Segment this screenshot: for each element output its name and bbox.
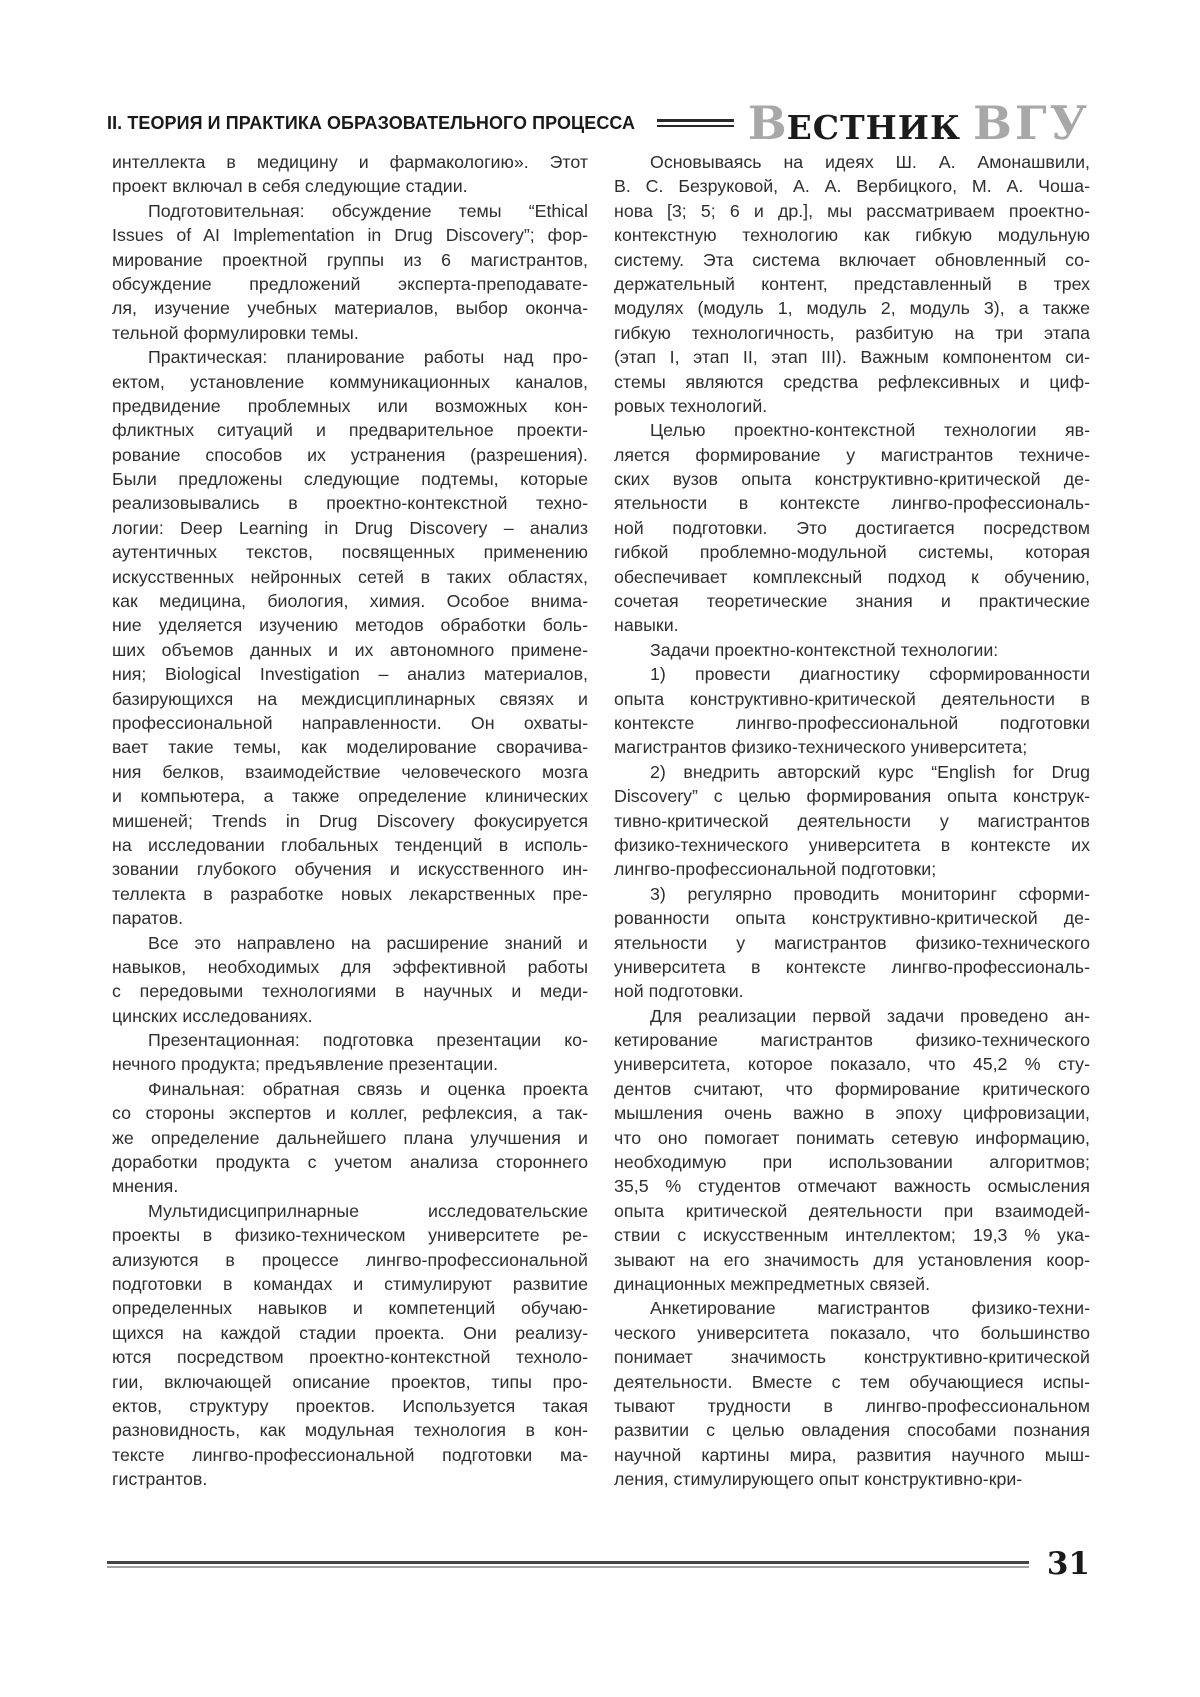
text-line: тельной формулировки темы. <box>112 322 359 343</box>
text-line: университета, которое показало, что 45,2 % сту- <box>614 1054 1090 1075</box>
text-line: опыта конструктивно-критической деятельности в <box>614 688 1090 709</box>
text-line: определенных навыков и компетенций обучаю- <box>112 1298 588 1319</box>
text-line: что оно помогает понимать сетевую информацию, <box>614 1127 1090 1148</box>
text-line: Практическая: планирование работы над про- <box>148 347 588 368</box>
paragraph <box>112 199 588 345</box>
text-line: искусственных нейронных сетей в таких областях, <box>112 566 588 587</box>
text-line: зывают на его значимость для установления коор- <box>614 1249 1090 1270</box>
paragraph <box>614 1004 1090 1297</box>
text-line: физико-технического университета в контексте их <box>614 834 1090 855</box>
article-body <box>112 150 1090 1491</box>
text-line: ляется формирование у магистрантов техниче- <box>614 444 1090 465</box>
text-line: гибкую технологичность, разбитую на три этапа <box>614 322 1090 343</box>
paragraph <box>614 638 1090 662</box>
text-line: сочетая теоретические знания и практические <box>614 591 1090 612</box>
text-line: кетирование магистрантов физико-технического <box>614 1030 1090 1051</box>
text-line: Презентационная: подготовка презентации ко- <box>148 1030 588 1051</box>
journal-logo <box>747 96 1090 150</box>
text-line: рованности опыта конструктивно-критической де- <box>614 908 1090 929</box>
text-line: теллекта в разработке новых лекарственных пре- <box>112 883 588 904</box>
text-line: профессиональной направленности. Он охваты- <box>112 712 588 733</box>
paragraph <box>112 1199 588 1492</box>
text-line: контексте лингво-профессиональной подготовки <box>614 712 1090 733</box>
paragraph <box>112 345 588 930</box>
text-line: ния; Biological Investigation – анализ материалов, <box>112 664 588 685</box>
text-line: ной подготовки. Это достигается посредством <box>614 517 1090 538</box>
text-line: тексте лингво-профессиональной подготовки ма- <box>112 1444 588 1465</box>
text-line: ля, изучение учебных материалов, выбор оконча- <box>112 298 588 319</box>
text-line: деятельности. Вместе с тем обучающиеся испы- <box>614 1371 1090 1392</box>
section-title: II. ТЕОРИЯ И ПРАКТИКА ОБРАЗОВАТЕЛЬНОГО ПРОЦЕССА <box>107 112 636 133</box>
text-line: нова [3; 5; 6 и др.], мы рассматриваем проектно- <box>614 200 1090 221</box>
logo-initial-letter: В <box>747 96 787 150</box>
paragraph <box>112 1077 588 1199</box>
text-line: же определение дальнейшего плана улучшения и <box>112 1127 588 1148</box>
text-line: Discovery” с целью формирования опыта конструк- <box>614 786 1090 807</box>
logo-university-abbr: ВГУ <box>973 96 1090 150</box>
text-line: зовании глубокого обучения и искусственного ин- <box>112 859 588 880</box>
page-header <box>107 96 1090 150</box>
text-line: контекстную технологию как гибкую модульную <box>614 225 1090 246</box>
text-line: необходимую при использовании алгоритмов; <box>614 1152 1090 1173</box>
paragraph <box>112 150 588 199</box>
text-line: лингво-профессиональной подготовки; <box>614 859 937 880</box>
text-line: мышления очень важно в эпоху цифровизации, <box>614 1103 1090 1124</box>
text-line: логии: Deep Learning in Drug Discovery – анализ <box>112 517 588 538</box>
text-line: В. С. Безруковой, А. А. Вербицкого, М. А. Чоша- <box>614 176 1090 197</box>
text-line: с передовыми технологиями в научных и меди- <box>112 981 588 1002</box>
text-line: проект включал в себя следующие стадии. <box>112 176 468 197</box>
paragraph <box>614 882 1090 1004</box>
text-line: Финальная: обратная связь и оценка проекта <box>148 1078 588 1099</box>
text-line: держательный контент, представленный в трех <box>614 273 1090 294</box>
paragraph <box>614 760 1090 882</box>
text-line: гии, включающей описание проектов, типы про- <box>112 1371 588 1392</box>
text-line: разновидность, как модульная технология в кон- <box>112 1420 588 1441</box>
page-footer <box>107 1542 1090 1586</box>
text-line: проекты в физико-техническом университете ре- <box>112 1225 588 1246</box>
paragraph <box>614 1296 1090 1491</box>
left-column <box>112 150 588 1491</box>
text-line: научной картины мира, развития научного мыш- <box>614 1444 1090 1465</box>
text-line: фликтных ситуаций и предварительное проекти- <box>112 420 588 441</box>
paragraph <box>614 418 1090 638</box>
text-line: аутентичных текстов, посвященных применению <box>112 542 588 563</box>
text-line: Целью проектно-контекстной технологии яв- <box>650 420 1090 441</box>
text-line: навыков, необходимых для эффективной работы <box>112 956 588 977</box>
text-line: вает такие темы, как моделирование сворачива- <box>112 737 588 758</box>
text-line: ятельности у магистрантов физико-технического <box>614 932 1090 953</box>
text-line: мирование проектной группы из 6 магистрантов, <box>112 249 588 270</box>
text-line: динационных межпредметных связей. <box>614 1273 931 1294</box>
text-line: обеспечивает комплексный подход к обучению, <box>614 566 1090 587</box>
text-line: мишеней; Trends in Drug Discovery фокусируется <box>112 810 588 831</box>
text-line: тывают трудности в лингво-профессиональном <box>614 1395 1090 1416</box>
text-line: Основываясь на идеях Ш. А. Амонашвили, <box>650 152 1090 172</box>
paragraph <box>614 662 1090 760</box>
logo-name-rest: ЕСТНИК <box>786 108 962 147</box>
text-line: систему. Эта система включает обновленный со- <box>614 249 1090 270</box>
text-line: ческого университета показало, что большинство <box>614 1322 1090 1343</box>
text-line: цинских исследованиях. <box>112 1005 313 1026</box>
text-line: тивно-критической деятельности у магистрантов <box>614 810 1090 831</box>
text-line: ствии с искусственным интеллектом; 19,3 % ука- <box>614 1225 1090 1246</box>
text-line: Анкетирование магистрантов физико-техни- <box>650 1298 1090 1319</box>
text-line: 35,5 % студентов отмечают важность осмысления <box>614 1176 1090 1197</box>
paragraph <box>112 931 588 1029</box>
text-line: реализовывались в проектно-контекстной техно- <box>112 493 588 514</box>
footer-rule <box>107 1561 1029 1568</box>
text-line: на исследовании глобальных тенденций в исполь- <box>112 834 588 855</box>
page-number: 31 <box>1046 1546 1090 1582</box>
text-line: 2) внедрить авторский курс “English for Drug <box>650 761 1090 782</box>
text-line: ются посредством проектно-контекстной техноло- <box>112 1347 588 1368</box>
text-line: навыки. <box>614 615 679 636</box>
text-line: Задачи проектно-контекстной технологии: <box>650 639 999 660</box>
text-line: со стороны экспертов и коллег, рефлексия, а так- <box>112 1103 588 1124</box>
text-line: нечного продукта; предъявление презентации. <box>112 1054 499 1075</box>
text-line: Issues of AI Implementation in Drug Discovery”; фор- <box>112 225 588 246</box>
text-line: ализуются в процессе лингво-профессиональной <box>112 1249 588 1270</box>
text-line: ектов, структуру проектов. Используется такая <box>112 1395 588 1416</box>
text-line: 1) провести диагностику сформированности <box>650 664 1090 685</box>
text-line: интеллекта в медицину и фармакологию». Этот <box>112 152 588 172</box>
text-line: университета в контексте лингво-профессиональ- <box>614 956 1090 977</box>
text-line: ровых технологий. <box>614 395 768 416</box>
paragraph <box>112 1028 588 1077</box>
text-line: ния белков, взаимодействие человеческого мозга <box>112 761 588 782</box>
text-line: Подготовительная: обсуждение темы “Ethical <box>148 200 588 221</box>
text-line: понимает значимость конструктивно-критической <box>614 1347 1090 1368</box>
text-line: паратов. <box>112 908 184 929</box>
text-line: предвидение проблемных или возможных кон- <box>112 395 588 416</box>
text-line: мнения. <box>112 1176 179 1197</box>
text-line: Для реализации первой задачи проведено ан- <box>650 1005 1090 1026</box>
right-column <box>614 150 1090 1491</box>
text-line: как медицина, биология, химия. Особое внима- <box>112 591 588 612</box>
text-line: стемы являются средства рефлексивных и циф- <box>614 371 1090 392</box>
text-line: Были предложены следующие подтемы, которые <box>112 469 588 490</box>
text-line: ятельности в контексте лингво-профессиональ- <box>614 493 1090 514</box>
text-line: Мультидисциприлнарные исследовательские <box>148 1200 588 1221</box>
text-line: магистрантов физико-технического университета; <box>614 737 1028 758</box>
text-line: (этап I, этап II, этап III). Важным компонентом си- <box>614 347 1090 368</box>
text-line: развитии с целью овладения способами познания <box>614 1420 1090 1441</box>
text-line: ских вузов опыта конструктивно-критической де- <box>614 469 1090 490</box>
text-line: щихся на каждой стадии проекта. Они реализу- <box>112 1322 588 1343</box>
text-line: обсуждение предложений эксперта-преподавате- <box>112 273 588 294</box>
text-line: ной подготовки. <box>614 981 744 1002</box>
text-line: гистрантов. <box>112 1469 208 1490</box>
text-line: ших объемов данных и их автономного примене- <box>112 639 588 660</box>
text-line: 3) регулярно проводить мониторинг сформи- <box>650 883 1090 904</box>
text-line: ления, стимулирующего опыт конструктивно-кри- <box>614 1469 1023 1490</box>
paragraph <box>614 150 1090 418</box>
text-line: подготовки в командах и стимулируют развитие <box>112 1273 588 1294</box>
text-line: опыта критической деятельности при взаимодей- <box>614 1200 1090 1221</box>
text-line: доработки продукта с учетом анализа стороннего <box>112 1152 588 1173</box>
header-rule <box>657 119 733 127</box>
text-line: Все это направлено на расширение знаний и <box>148 932 588 953</box>
text-line: дентов считают, что формирование критического <box>614 1078 1090 1099</box>
text-line: модулях (модуль 1, модуль 2, модуль 3), а также <box>614 298 1090 319</box>
text-line: гибкой проблемно-модульной системы, которая <box>614 542 1090 563</box>
text-line: ние уделяется изучению методов обработки боль- <box>112 615 588 636</box>
text-line: и компьютера, а также определение клинических <box>112 786 588 807</box>
text-line: ектом, установление коммуникационных каналов, <box>112 371 588 392</box>
text-line: базирующихся на междисциплинарных связях и <box>112 688 588 709</box>
text-line: рование способов их устранения (разрешения). <box>112 444 588 465</box>
